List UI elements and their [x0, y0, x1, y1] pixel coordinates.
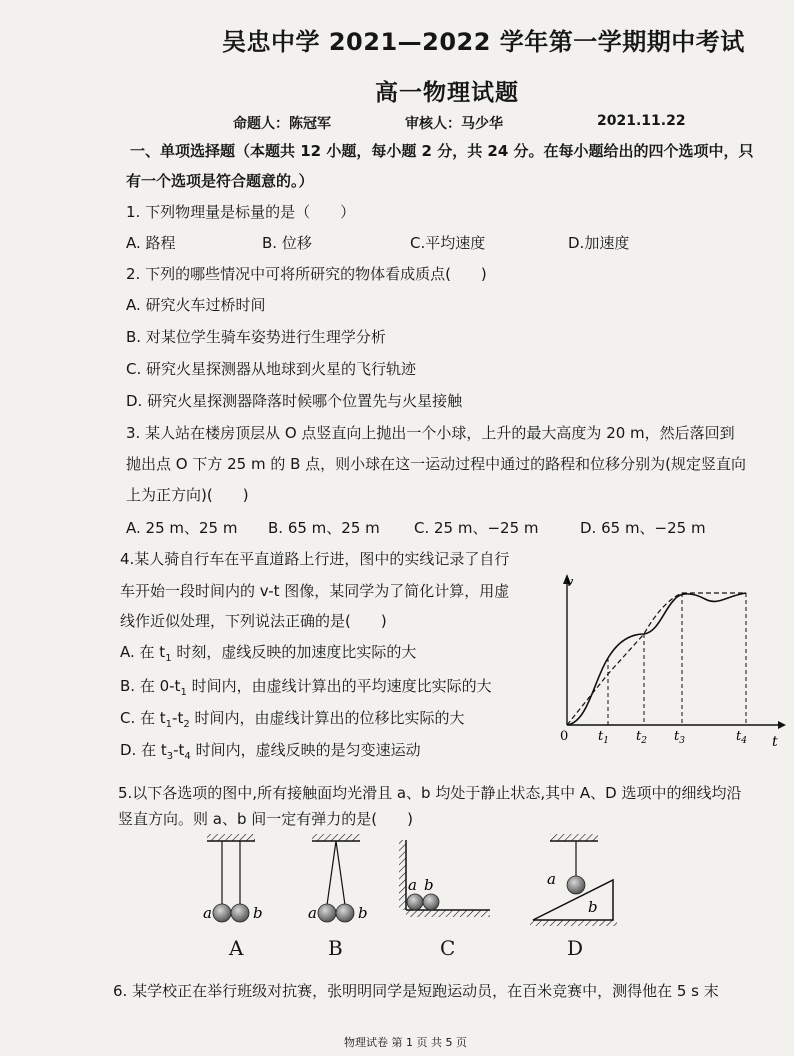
ball-a — [213, 904, 231, 922]
q5-figures — [195, 828, 635, 940]
label-a: a — [408, 876, 417, 894]
label-b: b — [424, 876, 434, 894]
figure-d — [530, 834, 617, 926]
label-b: b — [588, 898, 598, 916]
q2-option-b: B. 对某位学生骑车姿势进行生理学分析 — [126, 328, 386, 346]
q1-option-c: C.平均速度 — [410, 234, 486, 252]
label-a: a — [203, 904, 212, 922]
q3-line2: 抛出点 O 下方 25 m 的 B 点，则小球在这一运动过程中通过的路程和位移分别为(规定竖直向 — [126, 455, 747, 473]
author-label: 命题人：陈冠军 — [233, 116, 331, 132]
section-heading-line1: 一、单项选择题（本题共 12 小题，每小题 2 分，共 24 分。在每小题给出的四个选项中，只 — [130, 142, 754, 160]
q4-option-b: B. 在 $0-t_1$ 时间内，由虚线计算出的平均速度比实际的大 — [120, 677, 492, 698]
ball-b — [231, 904, 249, 922]
figure-a — [203, 834, 263, 922]
label-a: a — [547, 870, 556, 888]
q4-option-d: D. 在 $t_3-t_4$ 时间内，虚线反映的是匀变速运动 — [120, 741, 421, 762]
page-footer: 物理试卷 第 1 页 共 5 页 — [344, 1036, 467, 1049]
exam-date: 2021.11.22 — [597, 113, 686, 129]
section-heading-line2: 有一个选项是符合题意的。） — [126, 172, 314, 190]
q4-line2: 车开始一段时间内的 v-t 图像，某同学为了简化计算，用虚 — [120, 582, 510, 600]
figure-label-d: D — [567, 936, 584, 960]
q2-option-a: A. 研究火车过桥时间 — [126, 296, 266, 314]
t1-label: $t_1$ — [598, 729, 609, 746]
q2-stem: 2. 下列的哪些情况中可将所研究的物体看成质点( ) — [126, 265, 487, 283]
q3-option-d: D. 65 m、−25 m — [580, 519, 706, 537]
q4-vt-graph — [550, 562, 790, 757]
q5-line1: 5.以下各选项的图中,所有接触面均光滑且 a、b 均处于静止状态,其中 A、D 选项中的细线均沿 — [118, 784, 742, 802]
figure-b — [308, 834, 368, 922]
q1-option-d: D.加速度 — [568, 234, 630, 252]
q4-option-c: C. 在 $t_1-t_2$ 时间内，由虚线计算出的位移比实际的大 — [120, 709, 465, 730]
label-b: b — [253, 904, 263, 922]
q3-option-a: A. 25 m、25 m — [126, 519, 238, 537]
q1-option-b: B. 位移 — [262, 234, 312, 252]
q5-line2: 竖直方向。则 a、b 间一定有弹力的是( ) — [118, 810, 413, 828]
exam-title: 吴忠中学 2021—2022 学年第一学期期中考试 — [222, 28, 745, 56]
v-axis-label: v — [566, 575, 574, 590]
figure-label-c: C — [440, 936, 456, 960]
t3-label: $t_3$ — [674, 729, 685, 746]
figure-label-a: A — [229, 936, 244, 960]
q3-option-c: C. 25 m、−25 m — [414, 519, 539, 537]
approx-velocity-dashed — [567, 593, 746, 725]
origin-label: 0 — [560, 729, 569, 744]
actual-velocity-curve — [567, 593, 746, 725]
reviewer-label: 审核人：马少华 — [405, 116, 503, 132]
t4-label: $t_4$ — [736, 729, 747, 746]
figure-c — [399, 840, 490, 917]
q3-option-b: B. 65 m、25 m — [268, 519, 380, 537]
exam-subtitle: 高一物理试题 — [375, 80, 519, 106]
q4-option-a: A. 在 $t_1$ 时刻，虚线反映的加速度比实际的大 — [120, 643, 417, 664]
q2-option-d: D. 研究火星探测器降落时候哪个位置先与火星接触 — [126, 392, 463, 410]
figure-label-b: B — [328, 936, 343, 960]
t2-label: $t_2$ — [636, 729, 647, 746]
q4-line1: 4.某人骑自行车在平直道路上行进，图中的实线记录了自行 — [120, 550, 510, 568]
q1-option-a: A. 路程 — [126, 234, 176, 252]
t-axis-label: t — [772, 734, 778, 750]
q3-line3: 上为正方向)( ) — [126, 486, 249, 504]
q1-stem: 1. 下列物理量是标量的是（ ） — [126, 203, 356, 221]
q4-line3: 线作近似处理，下列说法正确的是( ) — [120, 612, 387, 630]
label-b: b — [358, 904, 368, 922]
q3-line1: 3. 某人站在楼房顶层从 O 点竖直向上抛出一个小球，上升的最大高度为 20 m，然后落回到 — [126, 424, 735, 442]
q6-line1: 6. 某学校正在举行班级对抗赛，张明明同学是短跑运动员，在百米竞赛中，测得他在 5 s 末 — [113, 982, 719, 1000]
q2-option-c: C. 研究火星探测器从地球到火星的飞行轨迹 — [126, 360, 417, 378]
label-a: a — [308, 904, 317, 922]
t-axis-arrow — [778, 721, 786, 729]
